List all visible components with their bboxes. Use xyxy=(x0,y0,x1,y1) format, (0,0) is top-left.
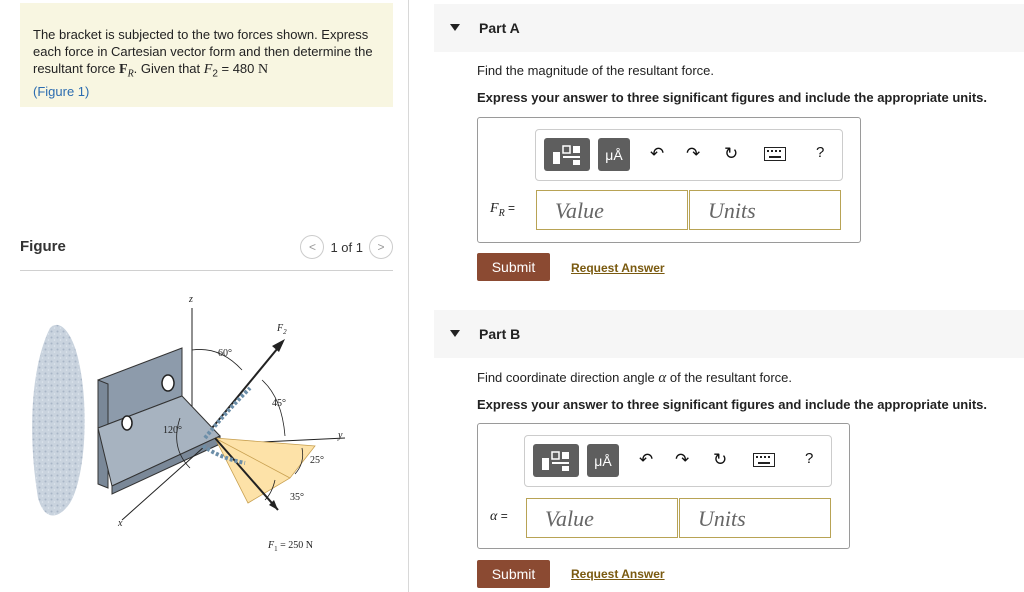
f2-subscript: 2 xyxy=(212,68,218,80)
figure-link[interactable]: (Figure 1) xyxy=(33,83,90,99)
force-unit: N xyxy=(258,62,269,77)
help-button[interactable]: ? xyxy=(816,144,825,161)
wall xyxy=(32,325,85,516)
part-b-value-input[interactable] xyxy=(526,498,678,538)
templates-icon[interactable] xyxy=(544,138,590,171)
part-a-title: Part A xyxy=(479,20,520,36)
part-b-submit-button[interactable]: Submit xyxy=(477,560,550,588)
part-a-value-input[interactable] xyxy=(536,190,688,230)
part-a-units-input[interactable] xyxy=(689,190,841,230)
caret-down-icon[interactable] xyxy=(450,24,460,31)
part-b-answer-box xyxy=(477,423,850,549)
bolt xyxy=(122,416,132,430)
chevron-right-icon[interactable]: > xyxy=(369,235,393,259)
bracket-figure xyxy=(20,288,393,578)
caret-down-icon[interactable] xyxy=(450,330,460,337)
part-b-value-placeholder: Value xyxy=(545,506,594,531)
part-b-units-input[interactable] xyxy=(679,498,831,538)
right-pane xyxy=(434,0,1024,592)
part-b-header[interactable] xyxy=(434,310,1024,358)
fr-symbol: F xyxy=(119,62,128,77)
redo-icon[interactable]: ↷ xyxy=(686,144,701,163)
undo-icon[interactable]: ↶ xyxy=(650,144,665,163)
problem-text-part3: = 480 xyxy=(217,61,259,76)
part-b-units-placeholder: Units xyxy=(698,506,746,531)
y-label: y xyxy=(338,430,343,441)
problem-text xyxy=(33,26,388,100)
part-a-instruction: Express your answer to three significant figures and include the appropriate units. xyxy=(477,90,987,105)
figure-header xyxy=(20,238,393,271)
part-a-input-label: $F_R$ = xyxy=(490,201,516,219)
part-b-request-answer-link[interactable]: Request Answer xyxy=(571,567,665,581)
reset-icon[interactable]: ↻ xyxy=(713,450,728,469)
part-a-header[interactable] xyxy=(434,4,1024,52)
f2-symbol: F xyxy=(203,62,213,77)
angle-45-label: 45° xyxy=(272,398,286,409)
left-pane xyxy=(0,0,409,592)
figure-title: Figure xyxy=(20,238,66,255)
problem-statement xyxy=(20,3,393,107)
problem-text-part1: The bracket is subjected to the two forces shown. Express each force in Cartesian vector form and then determine the resultant force xyxy=(33,27,373,76)
part-a-submit-button[interactable]: Submit xyxy=(477,253,550,281)
keyboard-icon[interactable] xyxy=(764,146,786,166)
pager-text: 1 of 1 xyxy=(330,239,363,255)
templates-icon[interactable] xyxy=(533,444,579,477)
reset-icon[interactable]: ↻ xyxy=(724,144,739,163)
part-b-instruction: Express your answer to three significant figures and include the appropriate units. xyxy=(477,397,987,412)
f2-label: $F_2$ xyxy=(277,323,287,336)
figure-pager xyxy=(300,235,393,259)
part-a-toolbar xyxy=(535,129,843,181)
problem-text-part2: . Given that xyxy=(133,61,204,76)
angle-25-label: 25° xyxy=(310,455,324,466)
angle-60-label: 60° xyxy=(218,348,232,359)
fr-subscript: R xyxy=(127,68,134,80)
redo-icon[interactable]: ↷ xyxy=(675,450,690,469)
part-a-units-placeholder: Units xyxy=(708,198,756,223)
undo-icon[interactable]: ↶ xyxy=(639,450,654,469)
mu-angstrom-button[interactable]: μÅ xyxy=(587,444,619,477)
part-b-question: Find coordinate direction angle α of the resultant force. xyxy=(477,370,792,386)
angle-35-label: 35° xyxy=(290,492,304,503)
part-b-input-label: α = xyxy=(490,509,508,524)
help-button[interactable]: ? xyxy=(805,450,814,467)
part-a-question: Find the magnitude of the resultant force. xyxy=(477,63,715,78)
z-label: z xyxy=(189,294,193,305)
keyboard-icon[interactable] xyxy=(753,452,775,472)
part-a-request-answer-link[interactable]: Request Answer xyxy=(571,261,665,275)
part-a-value-placeholder: Value xyxy=(555,198,604,223)
chevron-left-icon[interactable]: < xyxy=(300,235,324,259)
x-label: x xyxy=(118,518,123,529)
bolt xyxy=(162,375,174,391)
f1-label: $F_1 = 250$ N xyxy=(268,540,313,553)
angle-120-label: 120° xyxy=(163,425,182,436)
part-a-answer-box xyxy=(477,117,861,243)
part-b-toolbar xyxy=(524,435,832,487)
part-b-title: Part B xyxy=(479,326,521,342)
mu-angstrom-button[interactable]: μÅ xyxy=(598,138,630,171)
